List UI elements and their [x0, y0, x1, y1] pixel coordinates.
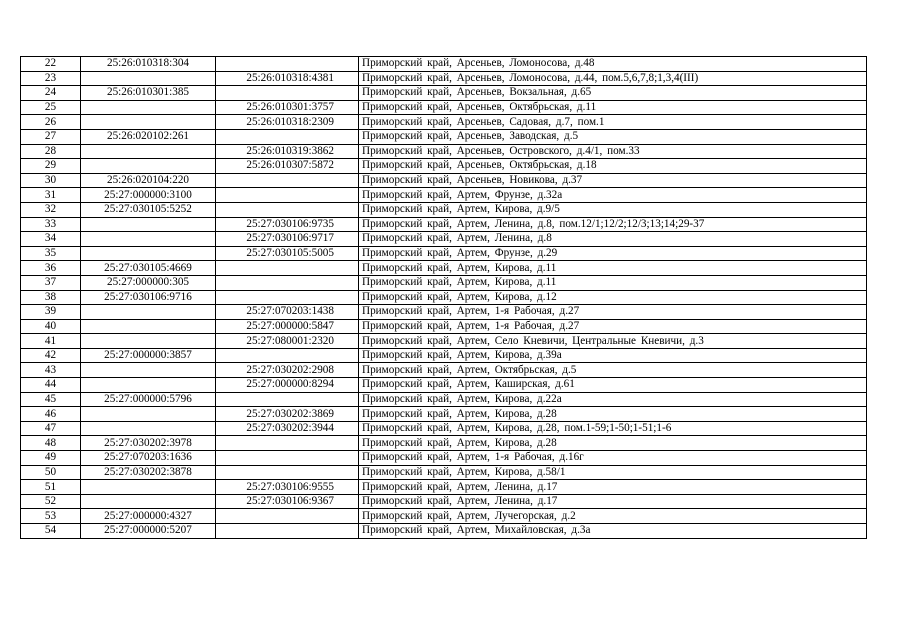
- cadastral-number-alt-cell: 25:27:000000:8294: [216, 378, 359, 393]
- row-number-cell: 40: [21, 319, 81, 334]
- row-number-cell: 48: [21, 436, 81, 451]
- cadastral-number-cell: 25:27:000000:4327: [81, 509, 216, 524]
- address-cell: Приморский край, Артем, Ленина, д.8, пом.12/1;12/2;12/3;13;14;29-37: [359, 217, 867, 232]
- address-cell: Приморский край, Артем, Фрунзе, д.32а: [359, 188, 867, 203]
- table-row: [21, 129, 867, 144]
- row-number-cell: 32: [21, 202, 81, 217]
- address-cell: Приморский край, Артем, Ленина, д.17: [359, 480, 867, 495]
- cadastral-number-cell: 25:27:030106:9716: [81, 290, 216, 305]
- row-number-cell: 23: [21, 71, 81, 86]
- table-row: [21, 480, 867, 495]
- row-number-cell: 44: [21, 378, 81, 393]
- table-row: [21, 451, 867, 466]
- table-row: [21, 159, 867, 174]
- table-row: [21, 275, 867, 290]
- cadastral-number-cell: 25:27:000000:3100: [81, 188, 216, 203]
- cadastral-number-alt-cell: 25:26:010318:4381: [216, 71, 359, 86]
- cadastral-number-alt-cell: 25:27:030106:9717: [216, 232, 359, 247]
- cadastral-number-alt-cell: 25:26:010301:3757: [216, 100, 359, 115]
- address-cell: Приморский край, Арсеньев, Островского, д.4/1, пом.33: [359, 144, 867, 159]
- cadastral-number-cell: [81, 217, 216, 232]
- row-number-cell: 22: [21, 57, 81, 72]
- row-number-cell: 31: [21, 188, 81, 203]
- cadastral-number-cell: 25:27:000000:305: [81, 275, 216, 290]
- cadastral-number-alt-cell: [216, 348, 359, 363]
- row-number-cell: 49: [21, 451, 81, 466]
- table-row: [21, 144, 867, 159]
- row-number-cell: 53: [21, 509, 81, 524]
- table-row: [21, 363, 867, 378]
- row-number-cell: 37: [21, 275, 81, 290]
- table-row: [21, 392, 867, 407]
- table-row: [21, 188, 867, 203]
- cadastral-number-alt-cell: [216, 290, 359, 305]
- table-row: [21, 232, 867, 247]
- row-number-cell: 47: [21, 421, 81, 436]
- table-body: [21, 57, 867, 539]
- table-row: [21, 319, 867, 334]
- row-number-cell: 24: [21, 86, 81, 101]
- row-number-cell: 42: [21, 348, 81, 363]
- cadastral-number-alt-cell: [216, 524, 359, 539]
- row-number-cell: 26: [21, 115, 81, 130]
- row-number-cell: 54: [21, 524, 81, 539]
- address-cell: Приморский край, Арсеньев, Новикова, д.37: [359, 173, 867, 188]
- cadastral-number-alt-cell: [216, 451, 359, 466]
- cadastral-number-cell: [81, 144, 216, 159]
- address-cell: Приморский край, Арсеньев, Ломоносова, д.44, пом.5,6,7,8;1,3,4(III): [359, 71, 867, 86]
- table-row: [21, 71, 867, 86]
- table-row: [21, 305, 867, 320]
- row-number-cell: 51: [21, 480, 81, 495]
- cadastral-number-cell: 25:26:020102:261: [81, 129, 216, 144]
- row-number-cell: 36: [21, 261, 81, 276]
- cadastral-number-cell: [81, 115, 216, 130]
- table-row: [21, 246, 867, 261]
- table-row: [21, 421, 867, 436]
- table-row: [21, 524, 867, 539]
- cadastral-number-alt-cell: 25:27:030106:9555: [216, 480, 359, 495]
- address-cell: Приморский край, Арсеньев, Вокзальная, д.65: [359, 86, 867, 101]
- address-cell: Приморский край, Арсеньев, Ломоносова, д.48: [359, 57, 867, 72]
- table-row: [21, 100, 867, 115]
- row-number-cell: 30: [21, 173, 81, 188]
- address-cell: Приморский край, Артем, Михайловская, д.3а: [359, 524, 867, 539]
- cadastral-number-cell: [81, 232, 216, 247]
- table-row: [21, 378, 867, 393]
- cadastral-number-cell: 25:27:030202:3978: [81, 436, 216, 451]
- cadastral-number-cell: [81, 246, 216, 261]
- cadastral-number-alt-cell: [216, 202, 359, 217]
- cadastral-number-cell: 25:27:000000:5796: [81, 392, 216, 407]
- address-cell: Приморский край, Артем, Кирова, д.58/1: [359, 465, 867, 480]
- row-number-cell: 52: [21, 494, 81, 509]
- row-number-cell: 38: [21, 290, 81, 305]
- cadastral-number-alt-cell: [216, 261, 359, 276]
- table-row: [21, 261, 867, 276]
- table-row: [21, 509, 867, 524]
- cadastral-number-cell: 25:26:020104:220: [81, 173, 216, 188]
- address-cell: Приморский край, Артем, Кирова, д.12: [359, 290, 867, 305]
- cadastral-number-alt-cell: 25:26:010318:2309: [216, 115, 359, 130]
- address-cell: Приморский край, Артем, Кирова, д.11: [359, 261, 867, 276]
- cadastral-number-alt-cell: [216, 86, 359, 101]
- row-number-cell: 25: [21, 100, 81, 115]
- table-row: [21, 115, 867, 130]
- table-row: [21, 290, 867, 305]
- cadastral-number-alt-cell: [216, 57, 359, 72]
- row-number-cell: 28: [21, 144, 81, 159]
- address-cell: Приморский край, Артем, Кирова, д.9/5: [359, 202, 867, 217]
- cadastral-number-cell: [81, 71, 216, 86]
- address-cell: Приморский край, Артем, 1-я Рабочая, д.27: [359, 319, 867, 334]
- cadastral-number-cell: [81, 407, 216, 422]
- table-row: [21, 57, 867, 72]
- cadastral-number-cell: [81, 100, 216, 115]
- cadastral-number-alt-cell: [216, 392, 359, 407]
- table-row: [21, 436, 867, 451]
- address-cell: Приморский край, Артем, Кирова, д.28, пом.1-59;1-50;1-51;1-6: [359, 421, 867, 436]
- cadastral-number-alt-cell: 25:27:080001:2320: [216, 334, 359, 349]
- table-row: [21, 86, 867, 101]
- cadastral-number-alt-cell: 25:26:010319:3862: [216, 144, 359, 159]
- cadastral-number-cell: 25:26:010318:304: [81, 57, 216, 72]
- cadastral-number-cell: [81, 378, 216, 393]
- address-cell: Приморский край, Артем, Ленина, д.8: [359, 232, 867, 247]
- cadastral-number-cell: 25:26:010301:385: [81, 86, 216, 101]
- cadastral-number-cell: 25:27:000000:3857: [81, 348, 216, 363]
- row-number-cell: 27: [21, 129, 81, 144]
- cadastral-number-alt-cell: 25:27:000000:5847: [216, 319, 359, 334]
- cadastral-number-alt-cell: [216, 173, 359, 188]
- cadastral-number-cell: 25:27:030105:4669: [81, 261, 216, 276]
- table-row: [21, 465, 867, 480]
- table-row: [21, 217, 867, 232]
- cadastral-number-alt-cell: 25:27:030106:9735: [216, 217, 359, 232]
- property-registry-table: [20, 56, 867, 539]
- address-cell: Приморский край, Артем, Кирова, д.28: [359, 407, 867, 422]
- address-cell: Приморский край, Артем, Кирова, д.22а: [359, 392, 867, 407]
- cadastral-number-alt-cell: 25:26:010307:5872: [216, 159, 359, 174]
- row-number-cell: 41: [21, 334, 81, 349]
- cadastral-number-cell: [81, 305, 216, 320]
- cadastral-number-cell: 25:27:030105:5252: [81, 202, 216, 217]
- cadastral-number-alt-cell: 25:27:030202:3944: [216, 421, 359, 436]
- row-number-cell: 39: [21, 305, 81, 320]
- cadastral-number-cell: [81, 363, 216, 378]
- address-cell: Приморский край, Арсеньев, Садовая, д.7, пом.1: [359, 115, 867, 130]
- cadastral-number-cell: [81, 480, 216, 495]
- table-row: [21, 348, 867, 363]
- cadastral-number-cell: [81, 159, 216, 174]
- cadastral-number-alt-cell: [216, 188, 359, 203]
- table-row: [21, 494, 867, 509]
- cadastral-number-cell: [81, 319, 216, 334]
- cadastral-number-cell: 25:27:030202:3878: [81, 465, 216, 480]
- table-row: [21, 173, 867, 188]
- cadastral-number-alt-cell: [216, 509, 359, 524]
- cadastral-number-alt-cell: [216, 436, 359, 451]
- address-cell: Приморский край, Артем, 1-я Рабочая, д.27: [359, 305, 867, 320]
- address-cell: Приморский край, Арсеньев, Октябрьская, д.11: [359, 100, 867, 115]
- address-cell: Приморский край, Арсеньев, Октябрьская, д.18: [359, 159, 867, 174]
- table-row: [21, 334, 867, 349]
- row-number-cell: 33: [21, 217, 81, 232]
- address-cell: Приморский край, Артем, Каширская, д.61: [359, 378, 867, 393]
- row-number-cell: 43: [21, 363, 81, 378]
- cadastral-number-cell: [81, 334, 216, 349]
- address-cell: Приморский край, Артем, Лучегорская, д.2: [359, 509, 867, 524]
- cadastral-number-alt-cell: 25:27:030202:3869: [216, 407, 359, 422]
- address-cell: Приморский край, Артем, Кирова, д.28: [359, 436, 867, 451]
- row-number-cell: 34: [21, 232, 81, 247]
- cadastral-number-cell: 25:27:070203:1636: [81, 451, 216, 466]
- address-cell: Приморский край, Артем, Кирова, д.11: [359, 275, 867, 290]
- table-row: [21, 407, 867, 422]
- cadastral-number-cell: [81, 421, 216, 436]
- cadastral-number-cell: [81, 494, 216, 509]
- cadastral-number-alt-cell: [216, 275, 359, 290]
- row-number-cell: 46: [21, 407, 81, 422]
- address-cell: Приморский край, Артем, Фрунзе, д.29: [359, 246, 867, 261]
- row-number-cell: 45: [21, 392, 81, 407]
- address-cell: Приморский край, Артем, Село Кневичи, Центральные Кневичи, д.3: [359, 334, 867, 349]
- cadastral-number-alt-cell: [216, 129, 359, 144]
- cadastral-number-alt-cell: 25:27:030202:2908: [216, 363, 359, 378]
- address-cell: Приморский край, Арсеньев, Заводская, д.5: [359, 129, 867, 144]
- cadastral-number-cell: 25:27:000000:5207: [81, 524, 216, 539]
- address-cell: Приморский край, Артем, Кирова, д.39а: [359, 348, 867, 363]
- row-number-cell: 29: [21, 159, 81, 174]
- cadastral-number-alt-cell: 25:27:070203:1438: [216, 305, 359, 320]
- address-cell: Приморский край, Артем, 1-я Рабочая, д.16г: [359, 451, 867, 466]
- cadastral-number-alt-cell: [216, 465, 359, 480]
- address-cell: Приморский край, Артем, Октябрьская, д.5: [359, 363, 867, 378]
- row-number-cell: 35: [21, 246, 81, 261]
- cadastral-number-alt-cell: 25:27:030106:9367: [216, 494, 359, 509]
- cadastral-number-alt-cell: 25:27:030105:5005: [216, 246, 359, 261]
- table-row: [21, 202, 867, 217]
- address-cell: Приморский край, Артем, Ленина, д.17: [359, 494, 867, 509]
- row-number-cell: 50: [21, 465, 81, 480]
